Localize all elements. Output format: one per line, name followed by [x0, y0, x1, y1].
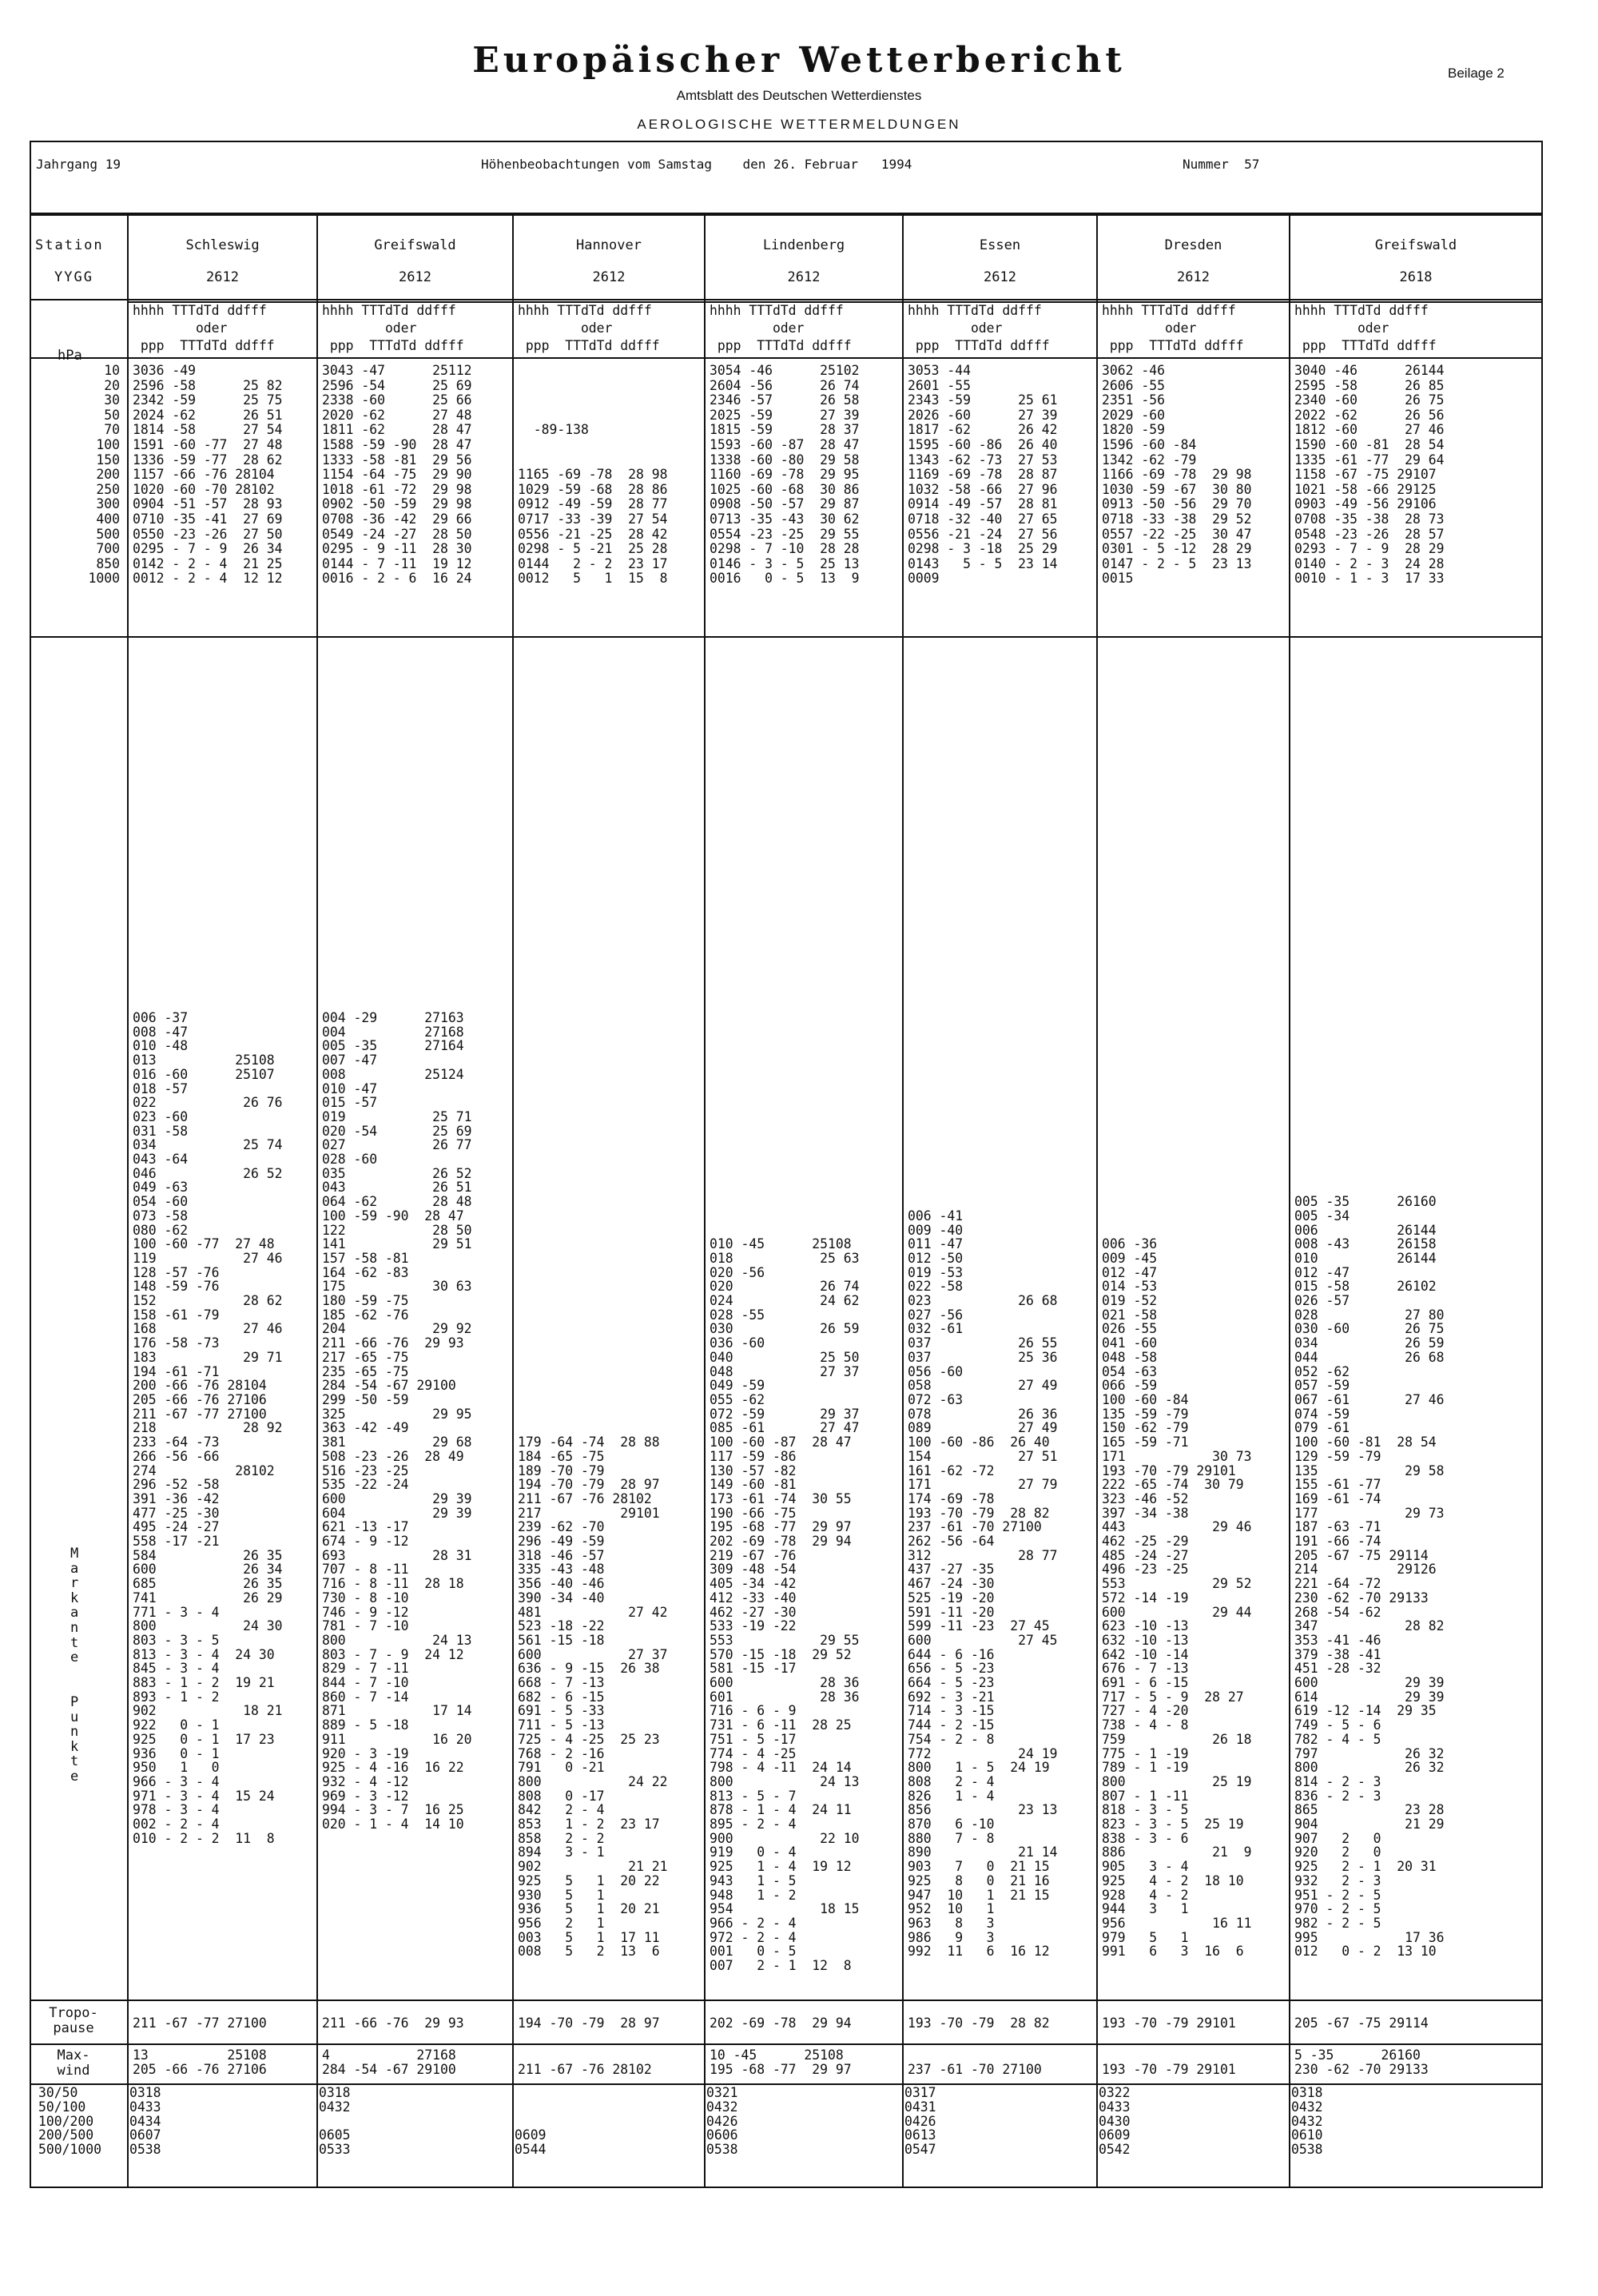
tropopause-label: Tropo- pause	[49, 2005, 98, 2036]
yygg-label: YYGG	[54, 269, 93, 285]
significant-levels: 006 -37 008 -47 010 -48 013 25108 016 -60 25107 018 -57 022 26 76 023 -60 031 -58 034 25 74 043 -64 046 26 52 049 -63 054 -60 073 -58 080 -62 100 -60 -77 27 48 119 27 46 128 -57 -76 148 -59 -76 152 28 62 158 -61 -79 168 27 46 176 -58 -73 183 29 71 194 -61 -71 200 -66 -76 28104 205 -66 -76 27106 211 -67 -77 27100 218 28 92 233 -64 -73 266 -56 -66 274 28102 296 -52 -58 391 -36 -42 477 -25 -30 495 -24 -27 558 -17 -21 584 26 35 600 26 34 685 26 35 741 26 29 771 - 3 - 4 800 24 30 803 - 3 - 5 813 - 3 - 4 24 30 845 - 3 - 4 883 - 1 - 2 19 21 893 - 1 - 2 902 18 21 922 0 - 1 925 0 - 1 17 23 936 0 - 1 950 1 0 966 - 3 - 4 971 - 3 - 4 15 24 978 - 3 - 4 002 - 2 - 4 010 - 2 - 2 11 8	[133, 1010, 283, 1846]
station-yygg: 2612	[984, 269, 1016, 285]
tropopause-values: 211 -66 -76 29 93	[322, 2015, 464, 2031]
station-name: Lindenberg	[762, 237, 845, 253]
station-name: Schleswig	[185, 237, 260, 253]
column-header: hhhh TTTdTd ddfff oder ppp TTTdTd ddfff	[322, 303, 464, 353]
maxwind-values: 10 -45 25108 195 -68 -77 29 97	[710, 2047, 852, 2077]
station-yygg: 2618	[1399, 269, 1433, 285]
significant-levels: 006 -41 009 -40 011 -47 012 -50 019 -53 022 -58 023 26 68 027 -56 032 -61 037 26 55 037 25 36 056 -60 058 27 49 072 -63 078 26 36 089 27 49 100 -60 -86 26 40 154 27 51 161 -62 -72 171 27 79 174 -69 -78 193 -70 -79 28 82 237 -61 -70 27100 262 -56 -64 312 28 77 437 -27 -35 467 -24 -30 525 -19 -20 591 -11 -20 599 -11 -23 27 45 600 27 45 644 - 6 -16 656 - 5 -23 664 - 5 -23 692 - 3 -21 714 - 3 -15 744 - 2 -15 754 - 2 - 8 772 24 19 800 1 - 5 24 19 808 2 - 4 826 1 - 4 856 23 13 870 6 -10 880 7 - 8 890 21 14 903 7 0 21 15 925 8 0 21 16 947 10 1 21 15 952 10 1 963 8 3 986 9 3 992 11 6 16 12	[908, 1208, 1058, 1960]
station-yygg: 2612	[399, 269, 431, 285]
standard-levels: -89-138 1165 -69 -78 28 98 1029 -59 -68 28 86 0912 -49 -59 28 77 0717 -33 -39 27 54 0556 -21 -25 28 42 0298 - 5 -21 25 28 0144 2 - 2 23 17 0012 5 1 15 8	[518, 422, 668, 587]
supplement-label: Beilage 2	[1448, 66, 1505, 81]
station-name: Dresden	[1164, 237, 1222, 253]
station-name: Greifswald	[1374, 237, 1457, 253]
station-name: Essen	[979, 237, 1021, 253]
significant-levels: 004 -29 27163 004 27168 005 -35 27164 007 -47 008 25124 010 -47 015 -57 019 25 71 020 -54 25 69 027 26 77 028 -60 035 26 52 043 26 51 064 -62 28 48 100 -59 -90 28 47 122 28 50 141 29 51 157 -58 -81 164 -62 -83 175 30 63 180 -59 -75 185 -62 -76 204 29 92 211 -66 -76 29 93 217 -65 -75 235 -65 -75 284 -54 -67 29100 299 -50 -59 325 29 95 363 -42 -49 381 29 68 508 -23 -26 28 49 516 -23 -25 535 -22 -24 600 29 39 604 29 39 621 -13 -17 674 - 9 -12 693 28 31 707 - 8 -11 716 - 8 -11 28 18 730 - 8 -10 746 - 9 -12 781 - 7 -10 800 24 13 803 - 7 - 9 24 12 829 - 7 -11 844 - 7 -10 860 - 7 -14 871 17 14 889 - 5 -18 911 16 20 920 - 3 -19 925 - 4 -16 16 22 932 - 4 -12 969 - 3 -12 994 - 3 - 7 16 25 020 - 1 - 4 14 10	[322, 1010, 472, 1832]
significant-levels: 005 -35 26160 005 -34 006 26144 008 -43 26158 010 26144 012 -47 015 -58 26102 026 -57 028 27 80 030 -60 26 75 034 26 59 044 26 68 052 -62 057 -59 067 -61 27 46 074 -59 079 -61 100 -60 -81 28 54 129 -59 -79 135 29 58 155 -61 -77 169 -61 -74 177 29 73 187 -63 -71 191 -66 -74 205 -67 -75 29114 214 29126 221 -64 -72 230 -62 -70 29133 268 -54 -62 347 28 82 353 -41 -46 379 -38 -41 451 -28 -32 600 29 39 614 29 39 619 -12 -14 29 35 749 - 5 - 6 782 - 4 - 5 797 26 32 800 26 32 814 - 2 - 3 836 - 2 - 3 865 23 28 904 21 29 907 2 0 920 2 0 925 2 - 1 20 31 932 2 - 3 951 - 2 - 5 970 - 2 - 5 982 - 2 - 5 995 17 36 012 0 - 2 13 10	[1294, 1194, 1445, 1960]
pressure-levels: 10 20 30 50 70 100 150 200 250 300 400 500 700 850 1000	[88, 363, 120, 587]
standard-levels: 3053 -44 2601 -55 2343 -59 25 61 2026 -60 27 39 1817 -62 26 42 1595 -60 -86 26 40 1343 -62 -73 27 53 1169 -69 -78 28 87 1032 -58 -66 27 96 0914 -49 -57 28 81 0718 -32 -40 27 65 0556 -21 -24 27 56 0298 - 3 -18 25 29 0143 5 - 5 23 14 0009	[908, 363, 1058, 587]
station-label: Station	[35, 237, 104, 253]
maxwind-values: 4 27168 284 -54 -67 29100	[322, 2047, 456, 2077]
layer-thickness: 0317 0431 0426 0613 0547	[904, 2085, 936, 2158]
layer-thickness: 0318 0433 0434 0607 0538	[129, 2085, 161, 2158]
layer-thickness-labels: 30/50 50/100 100/200 200/500 500/1000	[38, 2085, 101, 2158]
observation-line: Höhenbeobachtungen vom Samstag den 26. Februar 1994	[481, 157, 912, 172]
significant-levels: 006 -36 009 -45 012 -47 014 -53 019 -52 021 -58 026 -55 041 -60 048 -58 054 -63 066 -59 100 -60 -84 135 -59 -79 150 -62 -79 165 -59 -71 171 30 73 193 -70 -79 29101 222 -65 -74 30 79 323 -46 -52 397 -34 -38 443 29 46 462 -25 -29 485 -24 -27 496 -23 -25 553 29 52 572 -14 -19 600 29 44 623 -10 -13 632 -10 -13 642 -10 -14 676 - 7 -13 691 - 6 -15 717 - 5 - 9 28 27 727 - 4 -20 738 - 4 - 8 759 26 18 775 - 1 -19 789 - 1 -19 800 25 19 807 - 1 -11 818 - 3 - 5 823 - 3 - 5 25 19 838 - 3 - 6 886 21 9 905 3 - 4 925 4 - 2 18 10 928 4 - 2 944 3 1 956 16 11 979 5 1 991 6 3 16 6	[1102, 1236, 1252, 1960]
section-title: AEROLOGISCHE WETTERMELDUNGEN	[637, 117, 961, 132]
column-header: hhhh TTTdTd ddfff oder ppp TTTdTd ddfff	[133, 303, 275, 353]
layer-thickness: 0609 0544	[515, 2127, 547, 2158]
station-yygg: 2612	[592, 269, 626, 285]
station-name: Hannover	[576, 237, 642, 253]
jahrgang-label: Jahrgang 19	[36, 157, 121, 172]
layer-thickness: 0318 0432 0432 0610 0538	[1291, 2085, 1323, 2158]
tropopause-values: 202 -69 -78 29 94	[710, 2015, 852, 2031]
standard-levels: 3054 -46 25102 2604 -56 26 74 2346 -57 26 58 2025 -59 27 39 1815 -59 28 37 1593 -60 -87 28 47 1338 -60 -80 29 58 1160 -69 -78 29 95 1025 -60 -68 30 86 0908 -50 -57 29 87 0713 -35 -43 30 62 0554 -23 -25 29 55 0298 - 7 -10 28 28 0146 - 3 - 5 25 13 0016 0 - 5 13 9	[710, 363, 860, 587]
maxwind-label: Max- wind	[57, 2047, 90, 2079]
tropopause-values: 194 -70 -79 28 97	[518, 2015, 660, 2031]
standard-levels: 3036 -49 2596 -58 25 82 2342 -59 25 75 2024 -62 26 51 1814 -58 27 54 1591 -60 -77 27 48 1336 -59 -77 28 62 1157 -66 -76 28104 1020 -60 -70 28102 0904 -51 -57 28 93 0710 -35 -41 27 69 0550 -23 -26 27 50 0295 - 7 - 9 26 34 0142 - 2 - 4 21 25 0012 - 2 - 4 12 12	[133, 363, 283, 587]
significant-levels: 179 -64 -74 28 88 184 -65 -75 189 -70 -79 194 -70 -79 28 97 211 -67 -76 28102 217 29101 239 -62 -70 296 -49 -59 318 -46 -57 335 -43 -48 356 -40 -46 390 -34 -40 481 27 42 523 -18 -22 561 -15 -18 600 27 37 636 - 9 -15 26 38 668 - 7 -13 682 - 6 -15 691 - 5 -33 711 - 5 -13 725 - 4 -25 25 23 768 - 2 -16 791 0 -21 800 24 22 808 0 -17 842 2 - 4 853 1 - 2 23 17 858 2 - 2 894 3 - 1 902 21 21 925 5 1 20 22 930 5 1 936 5 1 20 21 956 2 1 003 5 1 17 11 008 5 2 13 6	[518, 1435, 668, 1960]
standard-levels: 3040 -46 26144 2595 -58 26 85 2340 -60 26 75 2022 -62 26 56 1812 -60 27 46 1590 -60 -81 28 54 1335 -61 -77 29 64 1158 -67 -75 29107 1021 -58 -66 29125 0903 -49 -56 29106 0708 -35 -38 28 73 0548 -23 -26 28 57 0293 - 7 - 9 28 29 0140 - 2 - 3 24 28 0010 - 1 - 3 17 33	[1294, 363, 1445, 587]
station-yygg: 2612	[206, 269, 239, 285]
station-yygg: 2612	[787, 269, 821, 285]
issue-number: Nummer 57	[1183, 157, 1260, 172]
maxwind-values: 237 -61 -70 27100	[908, 2061, 1042, 2077]
column-header: hhhh TTTdTd ddfff oder ppp TTTdTd ddfff	[1102, 303, 1244, 353]
maxwind-values: 193 -70 -79 29101	[1102, 2061, 1236, 2077]
tropopause-values: 193 -70 -79 29101	[1102, 2015, 1236, 2031]
column-header: hhhh TTTdTd ddfff oder ppp TTTdTd ddfff	[518, 303, 660, 353]
layer-thickness: 0318 0432 0605 0533	[319, 2085, 351, 2158]
report-subtitle: Amtsblatt des Deutschen Wetterdienstes	[676, 88, 922, 103]
column-header: hhhh TTTdTd ddfff oder ppp TTTdTd ddfff	[1294, 303, 1437, 353]
standard-levels: 3062 -46 2606 -55 2351 -56 2029 -60 1820 -59 1596 -60 -84 1342 -62 -79 1166 -69 -78 29 98 1030 -59 -67 30 80 0913 -50 -56 29 70 0718 -33 -38 29 52 0557 -22 -25 30 47 0301 - 5 -12 28 29 0147 - 2 - 5 23 13 0015	[1102, 363, 1252, 587]
maxwind-values: 5 -35 26160 230 -62 -70 29133	[1294, 2047, 1429, 2077]
column-header: hhhh TTTdTd ddfff oder ppp TTTdTd ddfff	[908, 303, 1050, 353]
hpa-label: hPa	[58, 348, 82, 364]
layer-thickness: 0321 0432 0426 0606 0538	[706, 2085, 738, 2158]
report-title: Europäischer Wetterbericht	[472, 40, 1126, 81]
standard-levels: 3043 -47 25112 2596 -54 25 69 2338 -60 25 66 2020 -62 27 48 1811 -62 28 47 1588 -59 -90 28 47 1333 -58 -81 29 56 1154 -64 -75 29 90 1018 -61 -72 29 98 0902 -50 -59 29 98 0708 -36 -42 29 66 0549 -24 -27 28 50 0295 - 9 -11 28 30 0144 - 7 -11 19 12 0016 - 2 - 6 16 24	[322, 363, 472, 587]
tropopause-values: 205 -67 -75 29114	[1294, 2015, 1429, 2031]
layer-thickness: 0322 0433 0430 0609 0542	[1099, 2085, 1131, 2158]
station-name: Greifswald	[374, 237, 456, 253]
maxwind-values: 13 25108 205 -66 -76 27106	[133, 2047, 267, 2077]
tropopause-values: 211 -67 -77 27100	[133, 2015, 267, 2031]
significant-levels: 010 -45 25108 018 25 63 020 -56 020 26 74 024 24 62 028 -55 030 26 59 036 -60 040 25 50 048 27 37 049 -59 055 -62 072 -59 29 37 085 -61 27 47 100 -60 -87 28 47 117 -59 -86 130 -57 -82 149 -60 -81 173 -61 -74 30 55 190 -66 -75 195 -68 -77 29 97 202 -69 -78 29 94 219 -67 -76 309 -48 -54 405 -34 -42 412 -33 -40 462 -27 -30 533 -19 -22 553 29 55 570 -15 -18 29 52 581 -15 -17 600 28 36 601 28 36 716 - 6 - 9 731 - 6 -11 28 25 751 - 5 -17 774 - 4 -25 798 - 4 -11 24 14 800 24 13 813 - 5 - 7 878 - 1 - 4 24 11 895 - 2 - 4 900 22 10 919 0 - 4 925 1 - 4 19 12 943 1 - 5 948 1 - 2 954 18 15 966 - 2 - 4 972 - 2 - 4 001 0 - 5 007 2 - 1 12 8	[710, 1236, 860, 1974]
station-yygg: 2612	[1177, 269, 1210, 285]
tropopause-values: 193 -70 -79 28 82	[908, 2015, 1050, 2031]
maxwind-values: 211 -67 -76 28102	[518, 2061, 652, 2077]
merkante-punkte-label: M a r k a n t e P u n k t e	[70, 1546, 79, 1785]
column-header: hhhh TTTdTd ddfff oder ppp TTTdTd ddfff	[710, 303, 852, 353]
